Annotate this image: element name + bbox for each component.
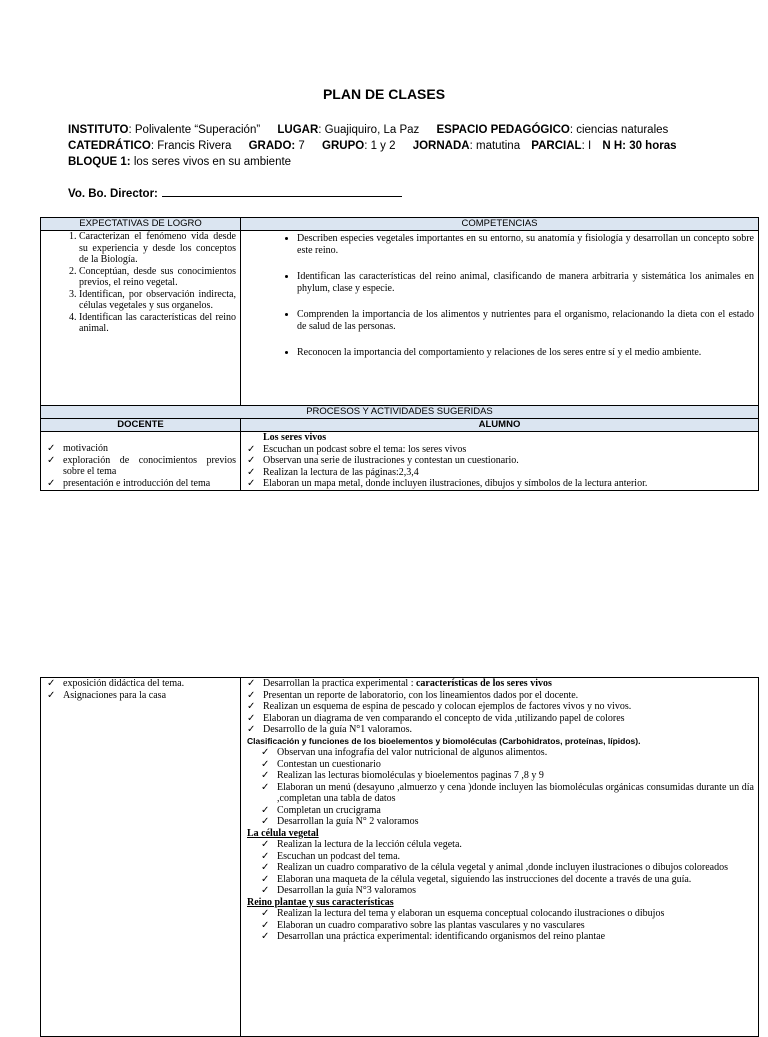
check-icon: ✓ bbox=[47, 477, 56, 489]
alumno-list-c bbox=[241, 839, 758, 897]
docente-item: ✓ exploración de conocimientos previos sobre el tema bbox=[47, 454, 236, 477]
alumno-item: ✓ Realizan la lectura de las páginas:2,3,4 bbox=[247, 466, 419, 478]
catedratico-label: CATEDRÁTICO bbox=[68, 140, 151, 152]
alumno-list bbox=[241, 444, 758, 490]
espacio-label: ESPACIO PEDAGÓGICO bbox=[436, 124, 570, 136]
docente-list bbox=[41, 443, 240, 489]
check-icon: ✓ bbox=[247, 478, 256, 489]
docente-item: ✓ Asignaciones para la casa bbox=[47, 689, 167, 701]
check-icon: ✓ bbox=[47, 454, 56, 466]
grado-label: GRADO: bbox=[248, 140, 296, 152]
alumno-list-d bbox=[241, 908, 758, 943]
check-icon: ✓ bbox=[247, 443, 256, 455]
competencia-item: • Comprenden la importancia de los alimentos y nutrientes para el organismo, relacionando la dieta con el estado de salud de las personas. bbox=[297, 309, 758, 332]
header-line-1 bbox=[68, 122, 668, 138]
instituto-value: : Polivalente “Superación” bbox=[128, 124, 261, 136]
alumno-item: ✓ Elaboran una maqueta de la célula vegetal, siguiendo las instrucciones del docente a través de una guía. bbox=[261, 873, 692, 885]
check-icon: ✓ bbox=[261, 908, 270, 919]
signature-line bbox=[162, 186, 402, 197]
check-icon: ✓ bbox=[261, 816, 270, 827]
alumno-item: ✓ Desarrollan la practica experimental : características de los seres vivos bbox=[247, 678, 552, 689]
alumno-item: ✓ Realizan la lectura del tema y elaboran un esquema conceptual colocando ilustraciones o dibujos bbox=[261, 908, 665, 919]
expectativas-header: EXPECTATIVAS DE LOGRO bbox=[41, 218, 241, 231]
document-title: PLAN DE CLASES bbox=[322, 86, 446, 102]
expectativa-item: 4. Identifican las características del reino animal. bbox=[79, 312, 240, 335]
alumno-cell bbox=[241, 432, 759, 491]
alumno-item: ✓ Desarrollan la guía N° 2 valoramos bbox=[261, 816, 419, 827]
check-icon: ✓ bbox=[261, 931, 270, 942]
expectativa-item: 2. Conceptúan, desde sus conocimientos previos, el reino vegetal. bbox=[79, 266, 240, 289]
grado-value: 7 bbox=[295, 140, 305, 152]
header-line-3 bbox=[68, 154, 291, 170]
check-icon: ✓ bbox=[261, 862, 270, 873]
alumno-item: ✓ Desarrollo de la guía N°1 valoramos. bbox=[247, 724, 412, 735]
parcial-value: : I bbox=[581, 140, 592, 152]
header-line-2 bbox=[68, 138, 677, 154]
plan-table-page-2 bbox=[40, 677, 759, 1037]
alumno-item: ✓ Desarrollan una práctica experimental: identificando organismos del reino plantae bbox=[261, 931, 606, 942]
practica-title: características de los seres vivos bbox=[415, 678, 552, 689]
lugar-value: : Guajiquiro, La Paz bbox=[318, 124, 420, 136]
alumno-item: ✓ Observan una serie de ilustraciones y contestan un cuestionario. bbox=[247, 455, 519, 466]
espacio-value: : ciencias naturales bbox=[569, 124, 669, 136]
alumno-item: ✓ Elaboran un diagrama de ven comparando el concepto de vida ,utilizando papel de colores bbox=[247, 712, 625, 724]
alumno-item: ✓ Realizan la lectura de la lección célula vegeta. bbox=[261, 839, 462, 850]
alumno-cell-2 bbox=[241, 678, 759, 1037]
bloque-label: BLOQUE 1: bbox=[68, 156, 131, 168]
procesos-header: PROCESOS Y ACTIVIDADES SUGERIDAS bbox=[41, 406, 759, 419]
section-title-celula-vegetal: La célula vegetal bbox=[247, 827, 319, 839]
bloque-value: los seres vivos en su ambiente bbox=[130, 156, 292, 168]
alumno-header: ALUMNO bbox=[241, 419, 759, 432]
grupo-value: : 1 y 2 bbox=[364, 140, 396, 152]
alumno-item: ✓ Presentan un reporte de laboratorio, con los lineamientos dados por el docente. bbox=[247, 689, 579, 701]
check-icon: ✓ bbox=[247, 678, 256, 689]
check-icon: ✓ bbox=[261, 873, 270, 885]
parcial-label: PARCIAL bbox=[531, 140, 582, 152]
expectativa-item: 3. Identifican, por observación indirecta, células vegetales y sus organelos. bbox=[79, 289, 240, 312]
alumno-item: ✓ Realizan un cuadro comparativo de la célula vegetal y animal ,donde incluyen ilustraciones o dibujos coloreados bbox=[261, 862, 728, 873]
alumno-item: ✓ Elaboran un mapa metal, donde incluyen ilustraciones, dibujos y símbolos de la lectura anterior. bbox=[247, 478, 648, 489]
check-icon: ✓ bbox=[261, 850, 270, 862]
check-icon: ✓ bbox=[261, 919, 270, 931]
alumno-item: ✓ Desarrollan la guía N°3 valoramos bbox=[261, 885, 416, 896]
alumno-item: ✓ Realizan las lecturas biomoléculas y bioelementos paginas 7 ,8 y 9 bbox=[261, 770, 544, 781]
alumno-item: ✓ Elaboran un menú (desayuno ,almuerzo y cena )donde incluyen las biomoléculas orgánicas consumidas durante un día ,completan una tabla de datos bbox=[261, 781, 754, 804]
docente-cell-2 bbox=[41, 678, 241, 1037]
competencia-item: • Describen especies vegetales importantes en su entorno, su anatomía y fisiología y desarrollan un concepto sobre este reino. bbox=[297, 233, 758, 256]
check-icon: ✓ bbox=[261, 747, 270, 758]
check-icon: ✓ bbox=[247, 455, 256, 466]
section-title-reino-plantae: Reino plantae y sus características bbox=[247, 896, 394, 908]
lugar-label: LUGAR bbox=[277, 124, 319, 136]
check-icon: ✓ bbox=[247, 724, 256, 735]
check-icon: ✓ bbox=[247, 701, 256, 712]
alumno-item: ✓ Observan una infografía del valor nutricional de algunos alimentos. bbox=[261, 747, 548, 758]
expectativas-list bbox=[41, 231, 240, 335]
alumno-item: ✓ Elaboran un cuadro comparativo sobre las plantas vasculares y no vasculares bbox=[261, 919, 585, 931]
check-icon: ✓ bbox=[261, 804, 270, 816]
competencias-header: COMPETENCIAS bbox=[241, 218, 759, 231]
director-label: Vo. Bo. Director: bbox=[68, 188, 158, 200]
instituto-label: INSTITUTO bbox=[68, 124, 129, 136]
alumno-item: ✓ Completan un crucigrama bbox=[261, 804, 381, 816]
jornada-label: JORNADA bbox=[412, 140, 470, 152]
director-signature bbox=[68, 186, 402, 202]
competencia-item: • Reconocen la importancia del comportamiento y relaciones de los seres entre sí y el medio ambiente. bbox=[297, 347, 758, 359]
check-icon: ✓ bbox=[247, 689, 256, 701]
nh-label: N H: 30 horas bbox=[602, 140, 677, 152]
check-icon: ✓ bbox=[261, 758, 270, 770]
alumno-item: ✓ Realizan un esquema de espina de pescado y colocan ejemplos de factores vivos y no vivos. bbox=[247, 701, 632, 712]
check-icon: ✓ bbox=[47, 678, 56, 689]
competencia-item: • Identifican las características del reino animal, clasificando de manera arbitraria y sistemática los animales en phylum, clase y especie. bbox=[297, 271, 758, 294]
expectativa-item: 1. Caracterizan el fenómeno vida desde su experiencia y desde los conceptos de la Biología. bbox=[79, 231, 240, 266]
competencias-list bbox=[241, 233, 758, 359]
docente-cell bbox=[41, 432, 241, 491]
alumno-item: ✓ Escuchan un podcast sobre el tema: los seres vivos bbox=[247, 443, 467, 455]
check-icon: ✓ bbox=[247, 712, 256, 724]
check-icon: ✓ bbox=[47, 443, 56, 454]
alumno-item: ✓ Contestan un cuestionario bbox=[261, 758, 381, 770]
jornada-value: : matutina bbox=[469, 140, 521, 152]
section-title-seres-vivos: Los seres vivos bbox=[263, 432, 327, 443]
check-icon: ✓ bbox=[261, 839, 270, 850]
section-title-biomoleculas: Clasificación y funciones de los bioelementos y biomoléculas (Carbohidratos, proteínas, lípidos). bbox=[247, 735, 641, 746]
docente-item: ✓ motivación bbox=[47, 443, 108, 454]
alumno-list-a bbox=[241, 678, 758, 736]
catedratico-value: : Francis Rivera bbox=[150, 140, 232, 152]
docente-item: ✓ presentación e introducción del tema bbox=[47, 477, 211, 489]
docente-item: ✓ exposición didáctica del tema. bbox=[47, 678, 185, 689]
check-icon: ✓ bbox=[261, 781, 270, 793]
docente-header: DOCENTE bbox=[41, 419, 241, 432]
alumno-list-b bbox=[241, 747, 758, 828]
check-icon: ✓ bbox=[261, 770, 270, 781]
competencias-cell bbox=[241, 231, 759, 406]
docente-list-2 bbox=[41, 678, 240, 701]
check-icon: ✓ bbox=[47, 689, 56, 701]
check-icon: ✓ bbox=[247, 466, 256, 478]
expectativas-cell bbox=[41, 231, 241, 406]
plan-table-page-1 bbox=[40, 217, 759, 491]
check-icon: ✓ bbox=[261, 885, 270, 896]
alumno-item: ✓ Escuchan un podcast del tema. bbox=[261, 850, 401, 862]
grupo-label: GRUPO bbox=[322, 140, 365, 152]
